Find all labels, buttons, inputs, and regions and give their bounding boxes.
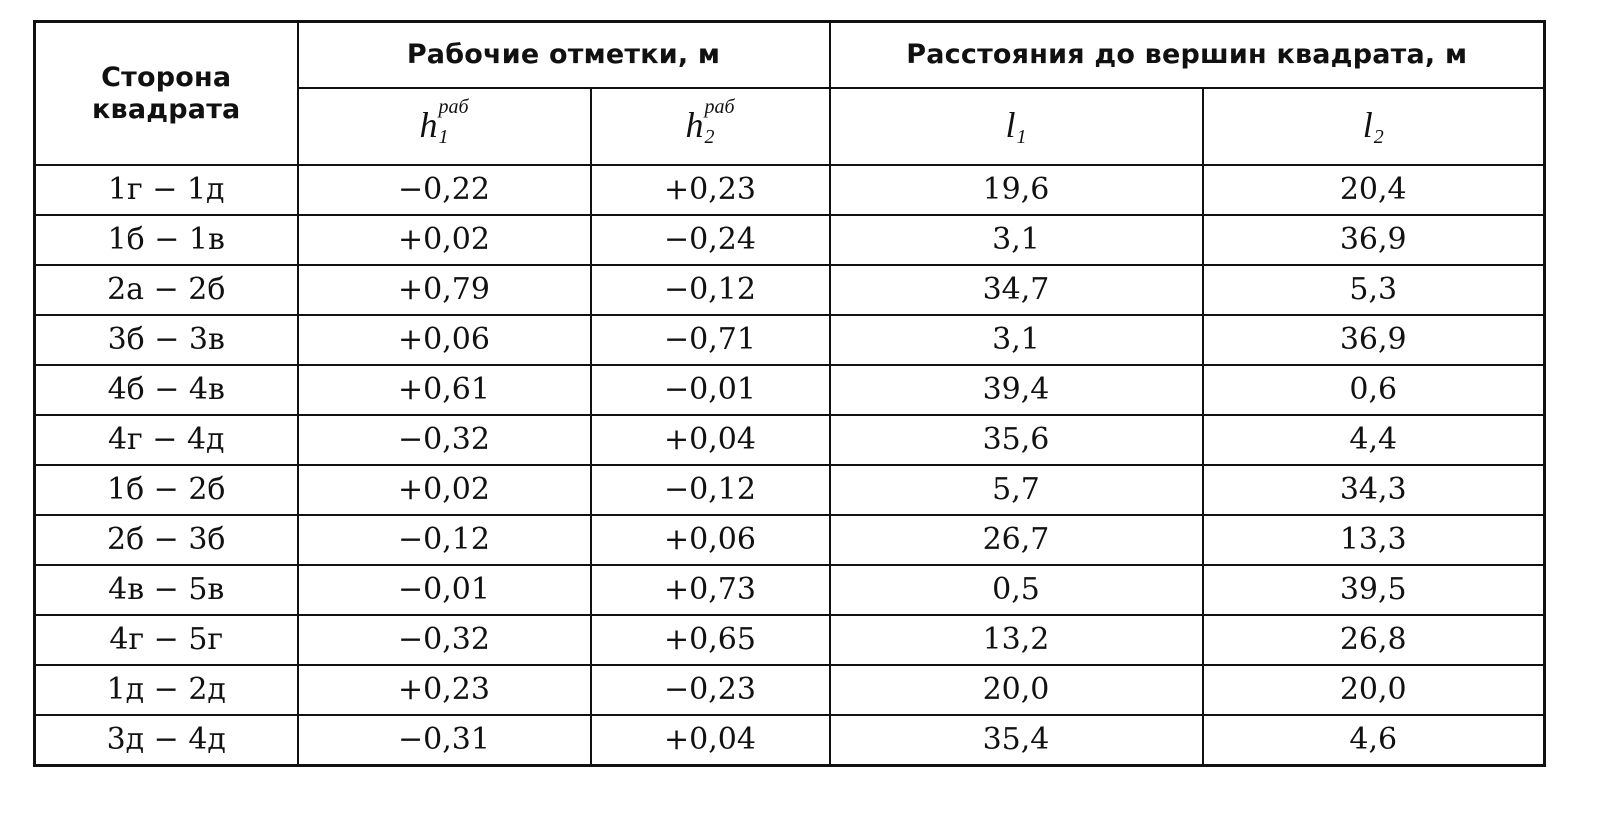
work-marks-table — [33, 20, 1546, 767]
cell-side: 1г − 1д — [35, 165, 298, 215]
column-header-h2 — [591, 88, 830, 165]
table-row — [35, 715, 1545, 766]
cell-l2: 36,9 — [1203, 315, 1545, 365]
cell-l2: 5,3 — [1203, 265, 1545, 315]
cell-l2: 4,4 — [1203, 415, 1545, 465]
cell-side: 4б − 4в — [35, 365, 298, 415]
h2-symbol: h — [685, 105, 704, 146]
cell-l2: 39,5 — [1203, 565, 1545, 615]
cell-l2: 26,8 — [1203, 615, 1545, 665]
cell-h2: +0,23 — [591, 165, 830, 215]
cell-h2: −0,12 — [591, 465, 830, 515]
l1-symbol: l — [1005, 105, 1016, 146]
cell-side: 4в − 5в — [35, 565, 298, 615]
group-header-work-marks: Рабочие отметки, м — [298, 22, 830, 89]
cell-h2: −0,01 — [591, 365, 830, 415]
cell-side: 2а − 2б — [35, 265, 298, 315]
cell-h2: +0,06 — [591, 515, 830, 565]
h2-superscript: раб — [704, 95, 735, 118]
cell-l2: 13,3 — [1203, 515, 1545, 565]
cell-l1: 3,1 — [830, 315, 1203, 365]
cell-h1: −0,32 — [298, 615, 591, 665]
cell-l2: 20,0 — [1203, 665, 1545, 715]
cell-l1: 5,7 — [830, 465, 1203, 515]
table-row — [35, 415, 1545, 465]
cell-side: 2б − 3б — [35, 515, 298, 565]
cell-h2: +0,04 — [591, 715, 830, 766]
cell-l1: 3,1 — [830, 215, 1203, 265]
table-row — [35, 365, 1545, 415]
table-row — [35, 265, 1545, 315]
cell-l1: 13,2 — [830, 615, 1203, 665]
cell-h1: +0,02 — [298, 215, 591, 265]
cell-h2: −0,23 — [591, 665, 830, 715]
column-header-side-line2: квадрата — [92, 93, 241, 125]
cell-side: 1б − 1в — [35, 215, 298, 265]
h2-subscript: 2 — [704, 125, 715, 148]
cell-h1: +0,79 — [298, 265, 591, 315]
cell-h2: −0,24 — [591, 215, 830, 265]
cell-l1: 26,7 — [830, 515, 1203, 565]
cell-h1: −0,01 — [298, 565, 591, 615]
cell-l2: 4,6 — [1203, 715, 1545, 766]
cell-h1: −0,32 — [298, 415, 591, 465]
l1-subscript: 1 — [1016, 125, 1027, 148]
h1-subscript: 1 — [438, 125, 449, 148]
cell-h1: −0,12 — [298, 515, 591, 565]
cell-h1: +0,02 — [298, 465, 591, 515]
cell-h1: +0,61 — [298, 365, 591, 415]
table-row — [35, 515, 1545, 565]
cell-h2: +0,65 — [591, 615, 830, 665]
h1-symbol: h — [419, 105, 438, 146]
cell-side: 3д − 4д — [35, 715, 298, 766]
cell-h1: −0,22 — [298, 165, 591, 215]
table-row — [35, 565, 1545, 615]
cell-h2: +0,04 — [591, 415, 830, 465]
l2-symbol: l — [1362, 105, 1373, 146]
cell-l2: 36,9 — [1203, 215, 1545, 265]
column-header-h1 — [298, 88, 591, 165]
cell-h2: +0,73 — [591, 565, 830, 615]
cell-l2: 34,3 — [1203, 465, 1545, 515]
cell-h1: +0,06 — [298, 315, 591, 365]
table-row — [35, 215, 1545, 265]
h1-superscript: раб — [438, 95, 469, 118]
cell-l1: 35,4 — [830, 715, 1203, 766]
column-header-l1 — [830, 88, 1203, 165]
cell-h2: −0,71 — [591, 315, 830, 365]
cell-l1: 20,0 — [830, 665, 1203, 715]
cell-h1: +0,23 — [298, 665, 591, 715]
cell-l1: 39,4 — [830, 365, 1203, 415]
cell-l1: 34,7 — [830, 265, 1203, 315]
table-row — [35, 315, 1545, 365]
cell-l1: 35,6 — [830, 415, 1203, 465]
column-header-side-line1: Сторона — [101, 61, 232, 93]
cell-h1: −0,31 — [298, 715, 591, 766]
group-header-distances: Расстояния до вершин квадрата, м — [830, 22, 1545, 89]
cell-side: 4г − 4д — [35, 415, 298, 465]
cell-l2: 0,6 — [1203, 365, 1545, 415]
cell-side: 4г − 5г — [35, 615, 298, 665]
cell-l1: 0,5 — [830, 565, 1203, 615]
cell-side: 3б − 3в — [35, 315, 298, 365]
table-row — [35, 465, 1545, 515]
table-row — [35, 665, 1545, 715]
column-header-side — [35, 22, 298, 166]
cell-side: 1б − 2б — [35, 465, 298, 515]
cell-l1: 19,6 — [830, 165, 1203, 215]
column-header-l2 — [1203, 88, 1545, 165]
cell-l2: 20,4 — [1203, 165, 1545, 215]
header-row-groups — [35, 22, 1545, 89]
table-row — [35, 165, 1545, 215]
l2-subscript: 2 — [1373, 125, 1384, 148]
cell-h2: −0,12 — [591, 265, 830, 315]
cell-side: 1д − 2д — [35, 665, 298, 715]
table-row — [35, 615, 1545, 665]
